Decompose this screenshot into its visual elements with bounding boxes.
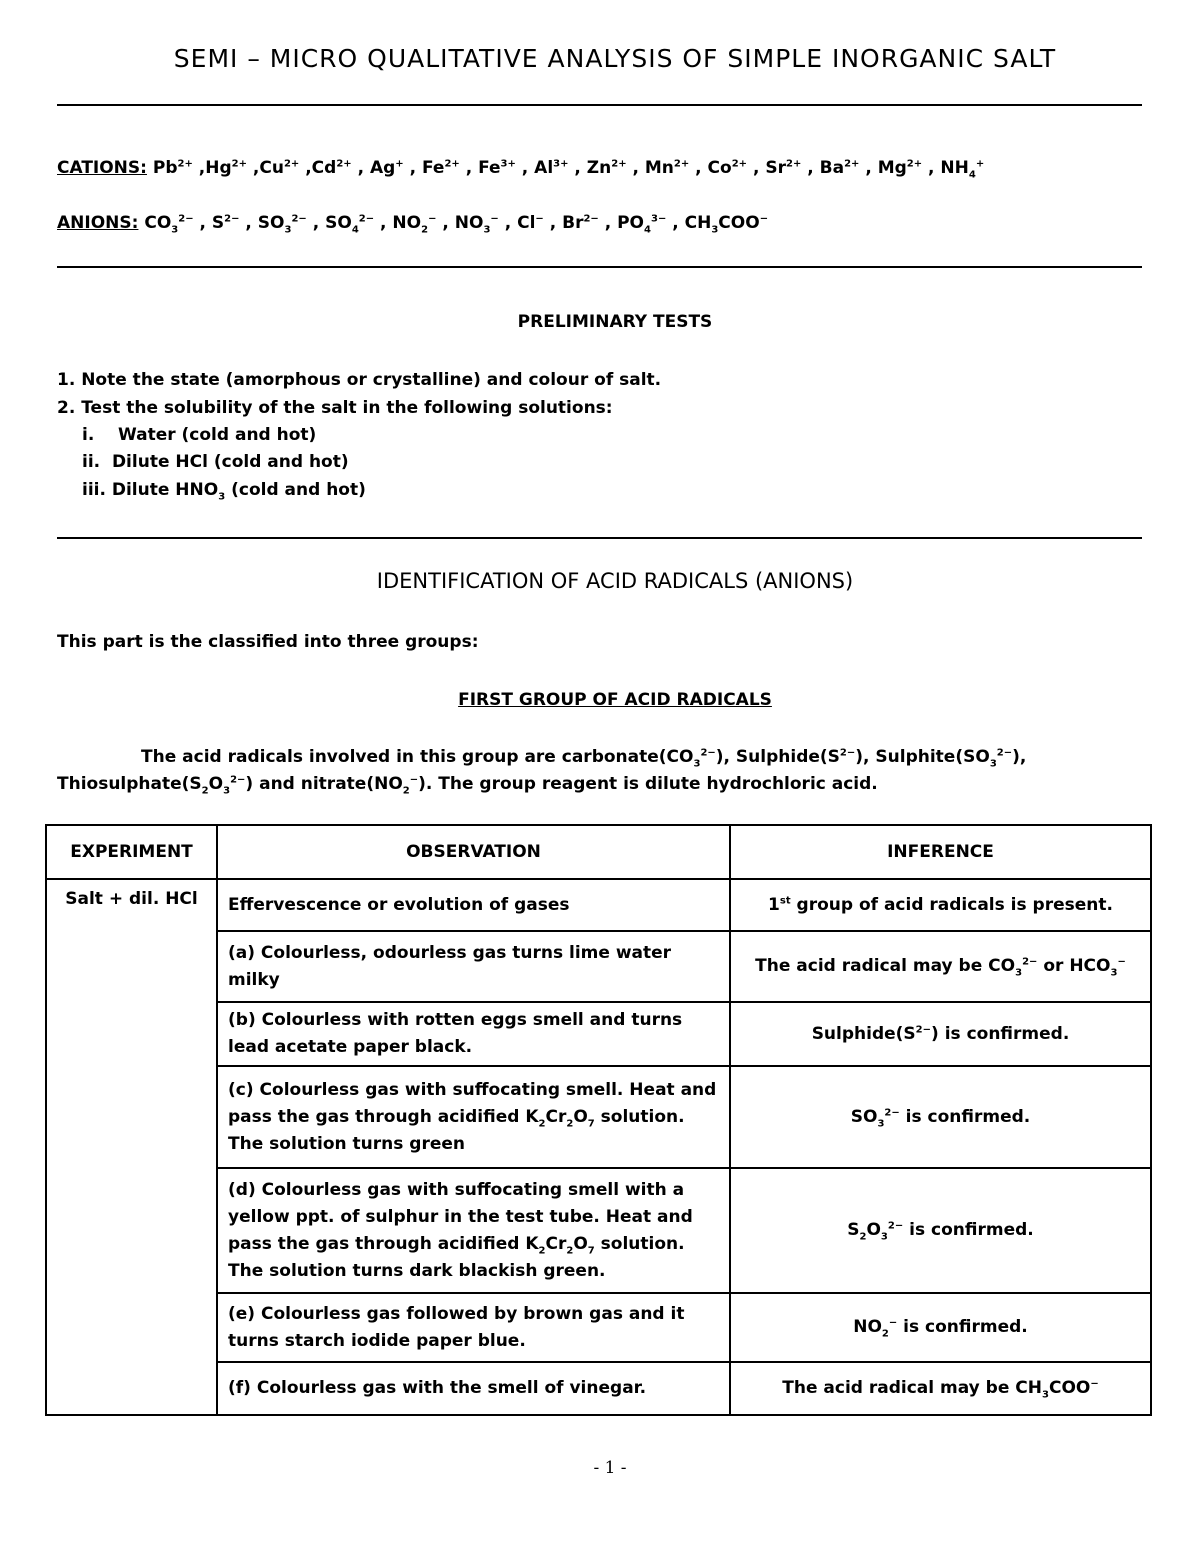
observation-cell: (a) Colourless, odourless gas turns lime water milky (217, 931, 730, 1002)
inference-text: The acid radical may be CH (782, 1378, 1042, 1398)
header-inference: INFERENCE (730, 825, 1151, 879)
inference-cell: 1st group of acid radicals is present. (730, 879, 1151, 931)
table-header-row (46, 825, 1151, 879)
divider (57, 266, 1142, 268)
identification-heading: IDENTIFICATION OF ACID RADICALS (ANIONS) (376, 569, 854, 593)
acid-radicals-table (45, 824, 1152, 1416)
inference-cell: $NO_2^-$ is confirmed. (730, 1293, 1151, 1362)
group-heading: FIRST GROUP OF ACID RADICALS (458, 690, 772, 710)
sub-iii-text: iii. Dilute HNO (82, 480, 219, 500)
inference-text: is confirmed. (897, 1317, 1028, 1337)
preliminary-heading: PRELIMINARY TESTS (517, 312, 713, 332)
preliminary-sub-i: i. Water (cold and hot) (82, 425, 317, 445)
preliminary-sub-ii: ii. Dilute HCl (cold and hot) (82, 452, 349, 472)
experiment-cell: Salt + dil. HCl (46, 879, 217, 1415)
observation-text: (d) Colourless gas with suffocating smell with a yellow ppt. of sulphur in the test tube. Heat and pass the gas through acidified K (228, 1179, 693, 1254)
page-title: SEMI – MICRO QUALITATIVE ANALYSIS OF SIMPLE INORGANIC SALT (173, 44, 1057, 73)
observation-text: solution. The solution turns dark blackish green. (228, 1233, 685, 1281)
divider (57, 537, 1142, 539)
inference-cell: $SO_3^{2-}$ is confirmed. (730, 1066, 1151, 1168)
divider (57, 104, 1142, 106)
inference-text: Sulphide(S (811, 1023, 916, 1044)
preliminary-item-2: 2. Test the solubility of the salt in the following solutions: (57, 398, 613, 418)
page-number: - 1 - (593, 1458, 627, 1478)
observation-text: (c) Colourless gas with suffocating smell. Heat and pass the gas through acidified K (228, 1079, 717, 1127)
inference-cell: $Sulphide(S^{2-})$ is confirmed. (730, 1002, 1151, 1066)
observation-cell: (b) Colourless with rotten eggs smell and turns lead acetate paper black. (217, 1002, 730, 1066)
observation-cell: (f) Colourless gas with the smell of vinegar. (217, 1362, 730, 1415)
inference-text: ) is confirmed. (931, 1023, 1070, 1044)
group-paragraph: The acid radicals involved in this group are $carbonate(CO_3^{2-})$, $Sulphide(S^{2-})$, $Sulphite(SO_3^{2-})$, $Thiosulphate(S_2O_3^{2-})$ and $nitrate(NO_2^-)$. The group reagent is dilute hydrochloric acid. (57, 747, 1027, 797)
observation-cell: (d) Colourless gas with suffocating smell with a yellow ppt. of sulphur in the test tube. Heat and pass the gas through acidified $K_2Cr_2O_7$ solution. The solution turns dark blackish green. (217, 1168, 730, 1293)
preliminary-item-1: 1. Note the state (amorphous or crystalline) and colour of salt. (57, 370, 662, 390)
table-row (46, 879, 1151, 931)
sub-iii-text-end: (cold and hot) (225, 480, 366, 500)
anions-line: ANIONS: $CO_3^{2-}$ , $S^{2-}$ , $SO_3^{2-}$ , $SO_4^{2-}$ , $NO_2^-$ , $NO_3^-$ , Cl− , $Br^{2-}$ , $PO_4^{3-}$ , $CH_3COO^-$ (57, 213, 769, 236)
inference-text: group of acid radicals is present. (790, 894, 1113, 915)
inference-cell: $S_2O_3^{2-}$ is confirmed. (730, 1168, 1151, 1293)
header-experiment: EXPERIMENT (46, 825, 217, 879)
anions-label: ANIONS: (57, 213, 139, 233)
inference-cell: The acid radical may be $CO_3^{2-}$ or $HCO_3^-$ (730, 931, 1151, 1002)
inference-text: The acid radical may be CO (755, 956, 1016, 976)
inference-text: is confirmed. (899, 1106, 1031, 1127)
inference-cell: The acid radical may be $CH_3COO^-$ (730, 1362, 1151, 1415)
identification-intro: This part is the classified into three groups: (57, 632, 479, 652)
cations-line: CATIONS: $Pb^{2+}$ $,Hg^{2+}$ $,Cu^{2+}$ $,Cd^{2+}$ , Ag+ , $Fe^{2+}$ , $Fe^{3+}$ , $Al^{3+}$ , $Zn^{2+}$ , $Mn^{2+}$ , $Co^{2+}$ , $Sr^{2+}$ , $Ba^{2+}$ , $Mg^{2+}$ , $NH_4^+$ (57, 158, 985, 181)
inference-text: is confirmed. (903, 1220, 1034, 1240)
inference-text: 1 (768, 894, 780, 915)
cations-label: CATIONS: (57, 158, 147, 178)
observation-cell: (c) Colourless gas with suffocating smell. Heat and pass the gas through acidified $K_2Cr_2O_7$ solution. The solution turns green (217, 1066, 730, 1168)
observation-text: solution. The solution turns green (228, 1106, 685, 1154)
preliminary-sub-iii: iii. Dilute $HNO_3$ (cold and hot) (82, 480, 366, 503)
observation-cell: (e) Colourless gas followed by brown gas and it turns starch iodide paper blue. (217, 1293, 730, 1362)
header-observation: OBSERVATION (217, 825, 730, 879)
observation-cell: Effervescence or evolution of gases (217, 879, 730, 931)
